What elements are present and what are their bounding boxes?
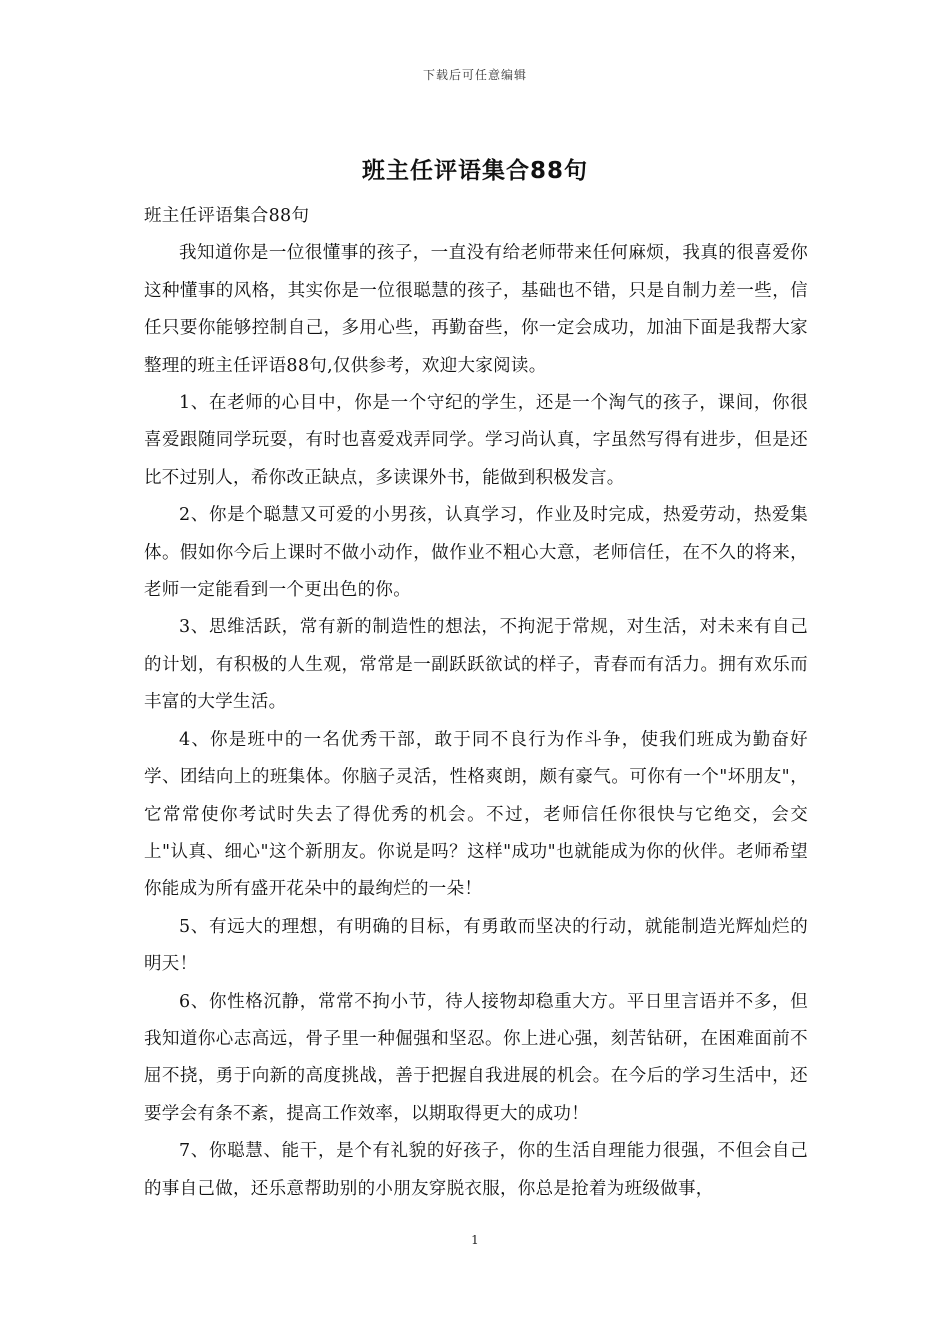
header-note: 下载后可任意编辑 <box>422 68 527 82</box>
comment-paragraph-1: 1、在老师的心目中，你是一个守纪的学生，还是一个淘气的孩子，课间，你很喜爱跟随同学玩耍，有时也喜爱戏弄同学。学习尚认真，字虽然写得有进步，但是还比不过别人，希你改正缺点，多读课外书，能做到积极发言。 <box>144 393 808 488</box>
intro-paragraph: 我知道你是一位很懂事的孩子，一直没有给老师带来任何麻烦，我真的很喜爱你这种懂事的风格，其实你是一位很聪慧的孩子，基础也不错，只是自制力差一些，信任只要你能够控制自己，多用心些，再勤奋些，你一定会成功，加油下面是我帮大家整理的班主任评语88句,仅供参考，欢迎大家阅读。 <box>144 243 808 376</box>
document-body <box>144 198 808 1208</box>
subtitle-line: 班主任评语集合88句 <box>144 206 310 226</box>
comment-paragraph-4: 4、你是班中的一名优秀干部，敢于同不良行为作斗争，使我们班成为勤奋好学、团结向上的班集体。你脑子灵活，性格爽朗，颇有豪气。可你有一个"坏朋友"，它常常使你考试时失去了得优秀的机会。不过，老师信任你很快与它绝交，会交上"认真、细心"这个新朋友。你说是吗？这样"成功"也就能成为你的伙伴。老师希望你能成为所有盛开花朵中的最绚烂的一朵！ <box>144 729 808 900</box>
page-number: 1 <box>471 1233 479 1247</box>
comment-paragraph-3: 3、思维活跃，常有新的制造性的想法，不拘泥于常规，对生活，对未来有自己的计划，有积极的人生观，常常是一副跃跃欲试的样子，青春而有活力。拥有欢乐而丰富的大学生活。 <box>144 617 808 713</box>
comment-paragraph-5: 5、有远大的理想，有明确的目标，有勇敢而坚决的行动，就能制造光辉灿烂的明天！ <box>144 916 808 975</box>
comment-paragraph-7: 7、你聪慧、能干，是个有礼貌的好孩子，你的生活自理能力很强，不但会自己的事自己做，还乐意帮助别的小朋友穿脱衣服，你总是抢着为班级做事， <box>144 1141 808 1199</box>
comment-paragraph-6: 6、你性格沉静，常常不拘小节，待人接物却稳重大方。平日里言语并不多，但我知道你心志高远，骨子里一种倔强和坚忍。你上进心强，刻苦钻研，在困难面前不屈不挠，勇于向新的高度挑战，善于把握自我进展的机会。在今后的学习生活中，还要学会有条不紊，提高工作效率，以期取得更大的成功！ <box>144 991 808 1124</box>
comment-paragraph-2: 2、你是个聪慧又可爱的小男孩，认真学习，作业及时完成，热爱劳动，热爱集体。假如你今后上课时不做小动作，做作业不粗心大意，老师信任，在不久的将来，老师一定能看到一个更出色的你。 <box>144 505 808 601</box>
page-title: 班主任评语集合88句 <box>361 158 588 184</box>
